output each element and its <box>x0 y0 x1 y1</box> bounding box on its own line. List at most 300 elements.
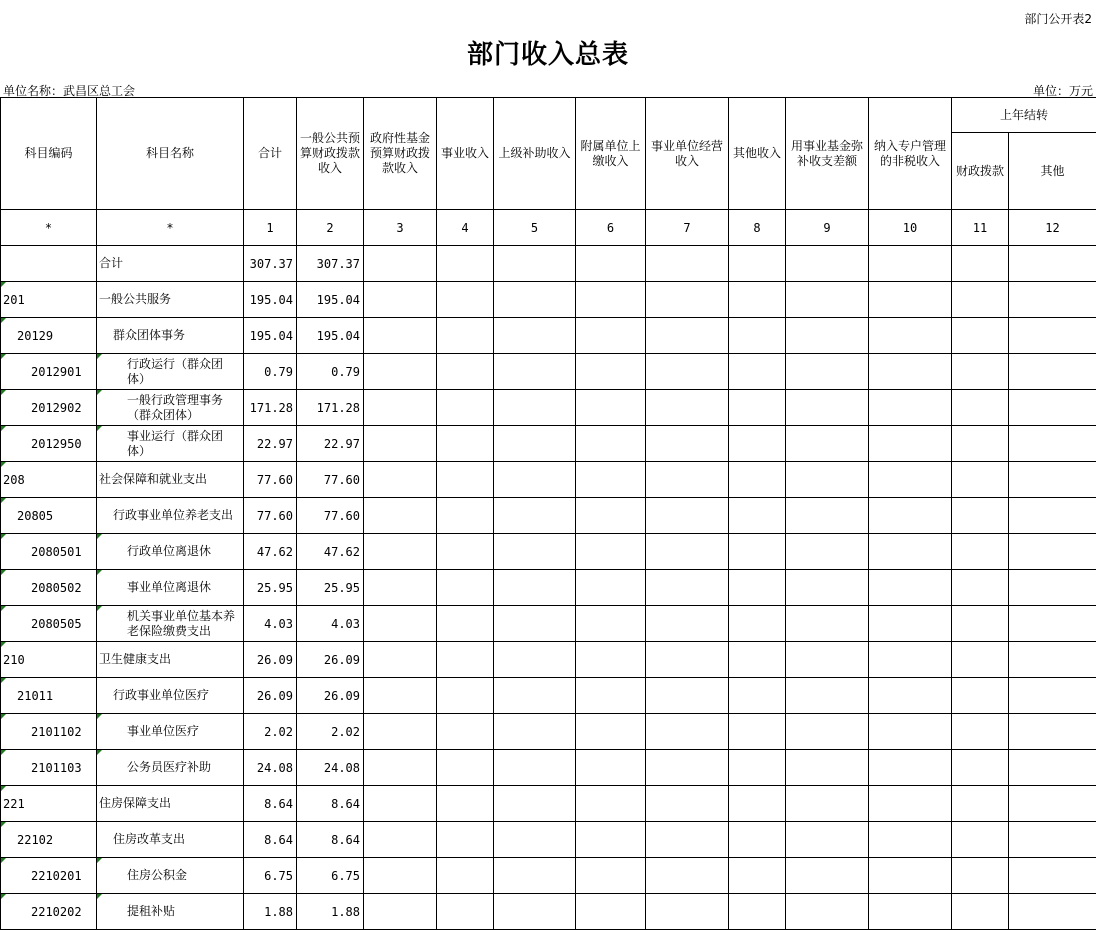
row-name: 事业单位离退休 <box>97 570 244 606</box>
empty-cell <box>646 282 729 318</box>
empty-cell <box>869 750 952 786</box>
row-name: 提租补贴 <box>97 894 244 930</box>
empty-cell <box>729 390 786 426</box>
empty-cell <box>494 426 576 462</box>
empty-cell <box>869 606 952 642</box>
empty-cell <box>494 678 576 714</box>
row-name: 事业单位医疗 <box>97 714 244 750</box>
empty-cell <box>494 822 576 858</box>
empty-cell <box>576 786 646 822</box>
empty-cell <box>869 390 952 426</box>
empty-cell <box>437 570 494 606</box>
table-row <box>1 606 1096 642</box>
header-gov-fund: 政府性基金预算财政拨款收入 <box>364 98 437 210</box>
empty-cell <box>952 894 1009 930</box>
empty-cell <box>729 606 786 642</box>
empty-cell <box>437 606 494 642</box>
empty-cell <box>786 750 869 786</box>
empty-cell <box>576 462 646 498</box>
row-total: 4.03 <box>244 606 297 642</box>
index-cell: 1 <box>244 210 297 246</box>
empty-cell <box>576 354 646 390</box>
empty-cell <box>786 354 869 390</box>
empty-cell <box>437 426 494 462</box>
index-cell: 7 <box>646 210 729 246</box>
row-code: 20129 <box>1 318 97 354</box>
empty-cell <box>952 858 1009 894</box>
empty-cell <box>869 318 952 354</box>
row-code: 2080505 <box>1 606 97 642</box>
index-cell: * <box>1 210 97 246</box>
empty-cell <box>786 570 869 606</box>
row-code: 201 <box>1 282 97 318</box>
empty-cell <box>576 858 646 894</box>
empty-cell <box>869 354 952 390</box>
empty-cell <box>364 462 437 498</box>
empty-cell <box>646 750 729 786</box>
empty-cell <box>646 318 729 354</box>
empty-cell <box>952 390 1009 426</box>
empty-cell <box>729 642 786 678</box>
empty-cell <box>494 534 576 570</box>
form-number: 部门公开表2 <box>1024 12 1092 26</box>
header-general-budget: 一般公共预算财政拨款收入 <box>297 98 364 210</box>
empty-cell <box>1009 750 1096 786</box>
header-carryover: 上年结转 <box>952 98 1096 133</box>
empty-cell <box>646 822 729 858</box>
empty-cell <box>437 246 494 282</box>
row-general-budget: 24.08 <box>297 750 364 786</box>
empty-cell <box>646 390 729 426</box>
row-general-budget: 195.04 <box>297 318 364 354</box>
empty-cell <box>1009 678 1096 714</box>
empty-cell <box>364 606 437 642</box>
empty-cell <box>364 246 437 282</box>
empty-cell <box>869 246 952 282</box>
row-total: 22.97 <box>244 426 297 462</box>
row-name: 公务员医疗补助 <box>97 750 244 786</box>
empty-cell <box>1009 354 1096 390</box>
row-general-budget: 26.09 <box>297 642 364 678</box>
empty-cell <box>869 534 952 570</box>
table-row <box>1 354 1096 390</box>
empty-cell <box>576 678 646 714</box>
empty-cell <box>646 462 729 498</box>
empty-cell <box>494 282 576 318</box>
empty-cell <box>1009 714 1096 750</box>
empty-cell <box>646 858 729 894</box>
empty-cell <box>576 318 646 354</box>
row-general-budget: 2.02 <box>297 714 364 750</box>
header-carry-other: 其他 <box>1009 133 1096 210</box>
row-code: 2210201 <box>1 858 97 894</box>
row-name: 合计 <box>97 246 244 282</box>
empty-cell <box>1009 570 1096 606</box>
empty-cell <box>786 642 869 678</box>
unit-name: 单位名称：武昌区总工会 <box>3 84 136 98</box>
unit-label: 单位：万元 <box>1032 84 1093 98</box>
empty-cell <box>437 858 494 894</box>
empty-cell <box>869 570 952 606</box>
empty-cell <box>646 534 729 570</box>
index-cell: 10 <box>869 210 952 246</box>
row-name: 社会保障和就业支出 <box>97 462 244 498</box>
table-row <box>1 750 1096 786</box>
empty-cell <box>576 534 646 570</box>
empty-cell <box>1009 534 1096 570</box>
empty-cell <box>364 642 437 678</box>
empty-cell <box>364 822 437 858</box>
empty-cell <box>952 318 1009 354</box>
empty-cell <box>1009 894 1096 930</box>
table-row <box>1 678 1096 714</box>
empty-cell <box>729 534 786 570</box>
empty-cell <box>646 786 729 822</box>
row-code: 210 <box>1 642 97 678</box>
empty-cell <box>646 714 729 750</box>
table-row <box>1 894 1096 930</box>
header-carry-fiscal: 财政拨款 <box>952 133 1009 210</box>
empty-cell <box>729 426 786 462</box>
empty-cell <box>364 750 437 786</box>
empty-cell <box>576 750 646 786</box>
empty-cell <box>869 714 952 750</box>
empty-cell <box>494 750 576 786</box>
index-cell: 9 <box>786 210 869 246</box>
empty-cell <box>1009 390 1096 426</box>
empty-cell <box>729 498 786 534</box>
header-total: 合计 <box>244 98 297 210</box>
row-code: 2101102 <box>1 714 97 750</box>
empty-cell <box>1009 498 1096 534</box>
empty-cell <box>576 426 646 462</box>
row-code: 2012950 <box>1 426 97 462</box>
row-total: 0.79 <box>244 354 297 390</box>
empty-cell <box>952 714 1009 750</box>
row-code: 2080502 <box>1 570 97 606</box>
empty-cell <box>1009 642 1096 678</box>
empty-cell <box>576 390 646 426</box>
table-row <box>1 786 1096 822</box>
row-code: 2012902 <box>1 390 97 426</box>
row-code: 2080501 <box>1 534 97 570</box>
table-row <box>1 570 1096 606</box>
empty-cell <box>1009 282 1096 318</box>
empty-cell <box>786 678 869 714</box>
row-total: 25.95 <box>244 570 297 606</box>
index-cell: * <box>97 210 244 246</box>
empty-cell <box>786 282 869 318</box>
empty-cell <box>729 462 786 498</box>
empty-cell <box>364 678 437 714</box>
empty-cell <box>576 642 646 678</box>
empty-cell <box>646 570 729 606</box>
index-cell: 4 <box>437 210 494 246</box>
empty-cell <box>364 426 437 462</box>
empty-cell <box>869 678 952 714</box>
empty-cell <box>952 246 1009 282</box>
empty-cell <box>364 894 437 930</box>
row-total: 26.09 <box>244 642 297 678</box>
empty-cell <box>786 714 869 750</box>
empty-cell <box>494 642 576 678</box>
empty-cell <box>786 786 869 822</box>
empty-cell <box>952 354 1009 390</box>
row-name: 行政事业单位医疗 <box>97 678 244 714</box>
empty-cell <box>786 246 869 282</box>
index-cell: 5 <box>494 210 576 246</box>
table-body <box>1 246 1096 930</box>
empty-cell <box>952 426 1009 462</box>
table-row <box>1 534 1096 570</box>
row-total: 77.60 <box>244 498 297 534</box>
row-total: 47.62 <box>244 534 297 570</box>
empty-cell <box>364 786 437 822</box>
empty-cell <box>729 822 786 858</box>
empty-cell <box>364 498 437 534</box>
row-name: 住房公积金 <box>97 858 244 894</box>
row-total: 1.88 <box>244 894 297 930</box>
row-code: 208 <box>1 462 97 498</box>
row-general-budget: 22.97 <box>297 426 364 462</box>
empty-cell <box>729 894 786 930</box>
empty-cell <box>1009 246 1096 282</box>
row-name: 一般行政管理事务（群众团体） <box>97 390 244 426</box>
empty-cell <box>646 426 729 462</box>
empty-cell <box>786 426 869 462</box>
empty-cell <box>494 354 576 390</box>
row-code: 2101103 <box>1 750 97 786</box>
row-total: 8.64 <box>244 786 297 822</box>
empty-cell <box>494 498 576 534</box>
table-row <box>1 822 1096 858</box>
row-general-budget: 195.04 <box>297 282 364 318</box>
row-total: 6.75 <box>244 858 297 894</box>
table-row <box>1 282 1096 318</box>
header-code: 科目编码 <box>1 98 97 210</box>
empty-cell <box>576 606 646 642</box>
row-code: 22102 <box>1 822 97 858</box>
empty-cell <box>1009 606 1096 642</box>
row-general-budget: 0.79 <box>297 354 364 390</box>
empty-cell <box>952 534 1009 570</box>
empty-cell <box>869 786 952 822</box>
row-name: 一般公共服务 <box>97 282 244 318</box>
row-general-budget: 26.09 <box>297 678 364 714</box>
empty-cell <box>786 606 869 642</box>
empty-cell <box>729 678 786 714</box>
empty-cell <box>364 282 437 318</box>
empty-cell <box>729 858 786 894</box>
row-code: 2210202 <box>1 894 97 930</box>
empty-cell <box>437 894 494 930</box>
empty-cell <box>437 462 494 498</box>
income-table <box>0 97 1096 930</box>
header-affiliated: 附属单位上缴收入 <box>576 98 646 210</box>
empty-cell <box>952 282 1009 318</box>
empty-cell <box>646 642 729 678</box>
empty-cell <box>364 390 437 426</box>
row-total: 26.09 <box>244 678 297 714</box>
header-fund-gap: 用事业基金弥补收支差额 <box>786 98 869 210</box>
index-cell: 6 <box>576 210 646 246</box>
empty-cell <box>576 714 646 750</box>
index-row <box>1 210 1096 246</box>
row-total: 195.04 <box>244 318 297 354</box>
empty-cell <box>952 750 1009 786</box>
empty-cell <box>494 858 576 894</box>
empty-cell <box>1009 426 1096 462</box>
row-general-budget: 77.60 <box>297 462 364 498</box>
row-name: 行政事业单位养老支出 <box>97 498 244 534</box>
empty-cell <box>1009 786 1096 822</box>
row-total: 24.08 <box>244 750 297 786</box>
empty-cell <box>729 282 786 318</box>
empty-cell <box>786 390 869 426</box>
table-row <box>1 498 1096 534</box>
empty-cell <box>437 390 494 426</box>
index-cell: 11 <box>952 210 1009 246</box>
row-general-budget: 307.37 <box>297 246 364 282</box>
row-name: 机关事业单位基本养老保险缴费支出 <box>97 606 244 642</box>
empty-cell <box>786 462 869 498</box>
empty-cell <box>437 354 494 390</box>
empty-cell <box>729 786 786 822</box>
row-general-budget: 6.75 <box>297 858 364 894</box>
empty-cell <box>786 894 869 930</box>
row-code <box>1 246 97 282</box>
page-title: 部门收入总表 <box>466 40 629 70</box>
empty-cell <box>437 678 494 714</box>
empty-cell <box>869 858 952 894</box>
empty-cell <box>437 642 494 678</box>
empty-cell <box>494 606 576 642</box>
empty-cell <box>364 570 437 606</box>
row-name: 行政运行（群众团体） <box>97 354 244 390</box>
row-general-budget: 77.60 <box>297 498 364 534</box>
empty-cell <box>646 498 729 534</box>
header-nontax: 纳入专户管理的非税收入 <box>869 98 952 210</box>
empty-cell <box>1009 318 1096 354</box>
empty-cell <box>869 894 952 930</box>
empty-cell <box>576 282 646 318</box>
row-general-budget: 171.28 <box>297 390 364 426</box>
empty-cell <box>494 894 576 930</box>
empty-cell <box>364 354 437 390</box>
empty-cell <box>786 318 869 354</box>
empty-cell <box>646 894 729 930</box>
empty-cell <box>494 390 576 426</box>
index-cell: 2 <box>297 210 364 246</box>
empty-cell <box>729 318 786 354</box>
empty-cell <box>869 498 952 534</box>
empty-cell <box>494 786 576 822</box>
row-general-budget: 4.03 <box>297 606 364 642</box>
row-name: 事业运行（群众团体） <box>97 426 244 462</box>
table-row <box>1 858 1096 894</box>
index-cell: 8 <box>729 210 786 246</box>
table-row <box>1 462 1096 498</box>
row-code: 221 <box>1 786 97 822</box>
empty-cell <box>646 678 729 714</box>
row-total: 171.28 <box>244 390 297 426</box>
row-code: 2012901 <box>1 354 97 390</box>
unit-row <box>3 82 1093 96</box>
row-general-budget: 8.64 <box>297 822 364 858</box>
empty-cell <box>437 282 494 318</box>
empty-cell <box>646 606 729 642</box>
row-general-budget: 47.62 <box>297 534 364 570</box>
header-business-income: 事业收入 <box>437 98 494 210</box>
table-row <box>1 642 1096 678</box>
empty-cell <box>494 318 576 354</box>
empty-cell <box>869 426 952 462</box>
table-row <box>1 426 1096 462</box>
empty-cell <box>576 498 646 534</box>
empty-cell <box>729 714 786 750</box>
row-code: 21011 <box>1 678 97 714</box>
empty-cell <box>437 822 494 858</box>
empty-cell <box>1009 462 1096 498</box>
empty-cell <box>494 714 576 750</box>
empty-cell <box>646 354 729 390</box>
empty-cell <box>729 354 786 390</box>
row-general-budget: 1.88 <box>297 894 364 930</box>
empty-cell <box>576 822 646 858</box>
empty-cell <box>952 462 1009 498</box>
empty-cell <box>494 246 576 282</box>
empty-cell <box>364 318 437 354</box>
index-cell: 12 <box>1009 210 1096 246</box>
header-upper-subsidy: 上级补助收入 <box>494 98 576 210</box>
empty-cell <box>364 858 437 894</box>
row-name: 住房改革支出 <box>97 822 244 858</box>
empty-cell <box>952 606 1009 642</box>
empty-cell <box>437 318 494 354</box>
row-total: 307.37 <box>244 246 297 282</box>
row-name: 行政单位离退休 <box>97 534 244 570</box>
empty-cell <box>1009 858 1096 894</box>
index-cell: 3 <box>364 210 437 246</box>
row-total: 195.04 <box>244 282 297 318</box>
empty-cell <box>869 462 952 498</box>
empty-cell <box>364 534 437 570</box>
empty-cell <box>952 678 1009 714</box>
empty-cell <box>869 282 952 318</box>
empty-cell <box>437 534 494 570</box>
table-row <box>1 246 1096 282</box>
empty-cell <box>646 246 729 282</box>
empty-cell <box>729 246 786 282</box>
row-total: 2.02 <box>244 714 297 750</box>
empty-cell <box>952 822 1009 858</box>
empty-cell <box>786 858 869 894</box>
header-operation: 事业单位经营收入 <box>646 98 729 210</box>
row-total: 8.64 <box>244 822 297 858</box>
empty-cell <box>576 570 646 606</box>
row-general-budget: 8.64 <box>297 786 364 822</box>
empty-cell <box>494 462 576 498</box>
header-name: 科目名称 <box>97 98 244 210</box>
empty-cell <box>952 570 1009 606</box>
empty-cell <box>952 642 1009 678</box>
row-general-budget: 25.95 <box>297 570 364 606</box>
row-name: 住房保障支出 <box>97 786 244 822</box>
row-name: 卫生健康支出 <box>97 642 244 678</box>
empty-cell <box>729 570 786 606</box>
empty-cell <box>437 498 494 534</box>
empty-cell <box>729 750 786 786</box>
